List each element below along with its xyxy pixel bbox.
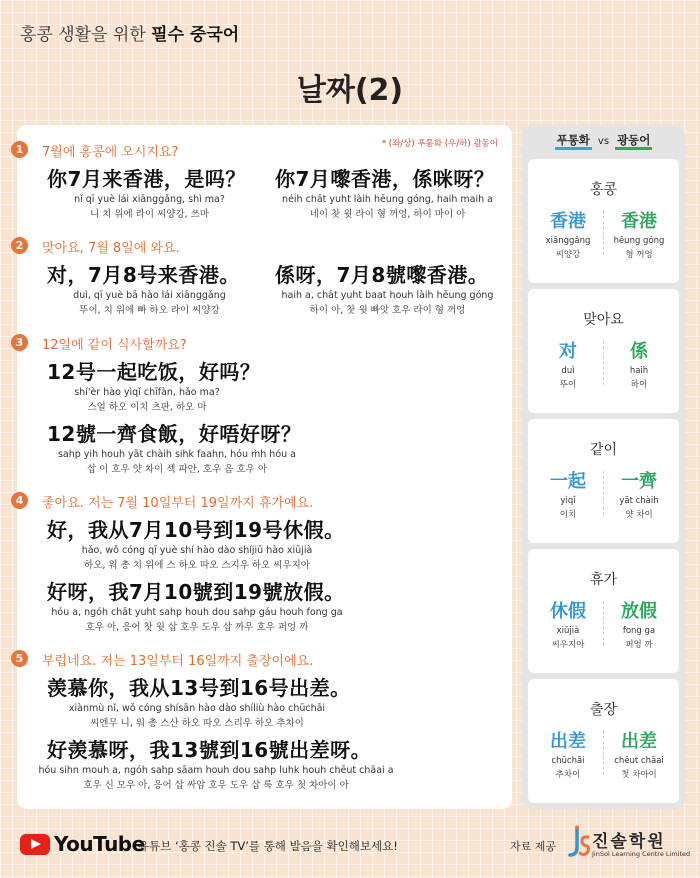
vocab-card [528, 549, 679, 673]
brand-name: 진솔학원 [592, 832, 666, 852]
section-title: 7월에 홍콩에 오시지요? [42, 145, 179, 160]
cantonese-sentence: 好呀，我7月10號到19號放假。 hóu a, ngóh chāt yuht sahp houh dou sahp gáu houh fong ga 호우 아, 응어 찻 윗 삽 호우 도우 삽 까우 호우 퍼엉 까 [47, 580, 345, 633]
vocab-cantonese: 係 haih 하이 [629, 341, 649, 390]
section-number: 1 [11, 141, 28, 158]
vocab-card [528, 289, 679, 413]
vocab-cantonese: 出差 chēut chāai 첫 차아이 [614, 731, 664, 780]
section-number: 2 [11, 237, 28, 254]
vocab-mandarin: 对 duì 뚜이 [559, 341, 577, 390]
cantonese-sentence: 好羡慕呀，我13號到16號出差呀。 hóu sihn mouh a, ngóh sahp sāam houh dou sahp luhk houh chēut chāai a 호우 신 모우 아, 응어 삽 싸암 호우 도우 삽 룩 호우 첫 차아이 아 [38, 738, 394, 791]
section-title: 맞아요, 7월 8일에 와요. [42, 241, 180, 256]
cantonese-sentence: 係呀，7月8號嚟香港。 haih a, chāt yuht baat houh làih hēung góng 하이 아, 찻 윗 빠앗 호우 라이 형 꺼엉 [275, 263, 494, 316]
cantonese-sentence: 你7月嚟香港，係咪呀？ néih chāt yuht làih hēung góng, haih maih a 네이 찻 윗 라이 형 꺼엉, 하이 마이 아 [275, 167, 495, 220]
legend-note: * (좌/상) 푸통화 (우/하) 광동어 [381, 139, 498, 149]
youtube-wordmark: YouTube [54, 832, 145, 856]
vocab-cantonese: 一齊 yāt chàih 얏 차이 [619, 471, 659, 520]
vocab-title: 출장 [589, 702, 618, 718]
vocab-title: 홍콩 [589, 182, 618, 198]
vocab-mandarin: 一起 yìqǐ 이치 [550, 471, 586, 520]
cantonese-label: 광동어 [615, 133, 652, 150]
mandarin-sentence: 羡慕你，我从13号到16号出差。 xiànmù nǐ, wǒ cóng shísān hào dào shíliù hào chūchāi 씨엔무 니, 워 총 스산 하오 따오 스리우 하오 추차이 [47, 676, 351, 729]
page-title: 날짜(2) [296, 73, 404, 108]
vs-label: vs [597, 136, 610, 147]
mandarin-label: 푸통화 [555, 133, 592, 150]
brand-english-name: JinSol Learning Centre Limited [592, 850, 691, 858]
vocab-card [528, 159, 679, 283]
mandarin-sentence: 好，我从7月10号到19号休假。 hǎo, wǒ cóng qī yuè shí hào dào shíjiǔ hào xiūjià 하오, 워 총 치 위에 스 하오 따오 스지우 하오 씨우지아 [47, 518, 345, 571]
vocab-card [528, 679, 679, 803]
vocab-title: 같이 [589, 442, 618, 458]
cantonese-sentence: 12號一齊食飯，好唔好呀？ sahp yih houh yāt chàih sihk faahn, hóu m̀h hóu a 삽 이 호우 얏 차이 섹 파안, 호우 음 호우 아 [47, 422, 302, 475]
vocab-mandarin: 香港 xiānggǎng 씨양강 [545, 211, 591, 260]
mandarin-sentence: 对，7月8号来香港。 duì, qī yuè bā hào lái xiānggǎng 뚜이, 치 위에 빠 하오 라이 씨양강 [47, 263, 240, 316]
vocab-card [528, 419, 679, 543]
vocab-cantonese: 放假 fong ga 퍼엉 까 [621, 601, 657, 650]
mandarin-sentence: 12号一起吃饭，好吗？ shí'èr hào yìqǐ chīfàn, hǎo ma? 스얼 하오 이치 츠판, 하오 마 [47, 360, 261, 413]
vocab-title: 휴가 [589, 572, 618, 588]
section-number: 4 [11, 492, 28, 509]
comparison-header [522, 125, 685, 155]
mandarin-sentence: 你7月来香港，是吗？ nǐ qī yuè lái xiānggǎng, shì ma? 니 치 위에 라이 씨양강, 쓰마 [47, 167, 246, 220]
section-title: 12일에 같이 식사할까요? [42, 338, 187, 353]
header-subtitle: 홍콩 생활을 위한 필수 중국어 [20, 25, 240, 45]
comparison-panel [522, 125, 685, 809]
section-title: 부럽네요. 저는 13일부터 16일까지 출장이에요. [42, 654, 314, 669]
section-title: 좋아요. 저는 7월 10일부터 19일까지 휴가예요. [42, 496, 314, 511]
youtube-play-icon [20, 834, 50, 855]
vocab-mandarin: 休假 xiūjià 씨우지아 [550, 601, 586, 650]
vocab-title: 맞아요 [583, 312, 624, 328]
main-card [17, 125, 512, 809]
jinsol-logo-icon [568, 825, 590, 859]
credit-label: 자료 제공 [510, 840, 557, 853]
section-number: 5 [11, 650, 28, 667]
section-number: 3 [11, 334, 28, 351]
footer-message: 유튜브 ‘홍콩 진솔 TV’를 통해 발음을 확인해보세요! [138, 839, 398, 853]
vocab-mandarin: 出差 chūchāi 추차이 [550, 731, 586, 780]
header-subtitle-bold: 필수 중국어 [151, 25, 240, 45]
vocab-cantonese: 香港 hēung góng 형 꺼엉 [613, 211, 665, 260]
